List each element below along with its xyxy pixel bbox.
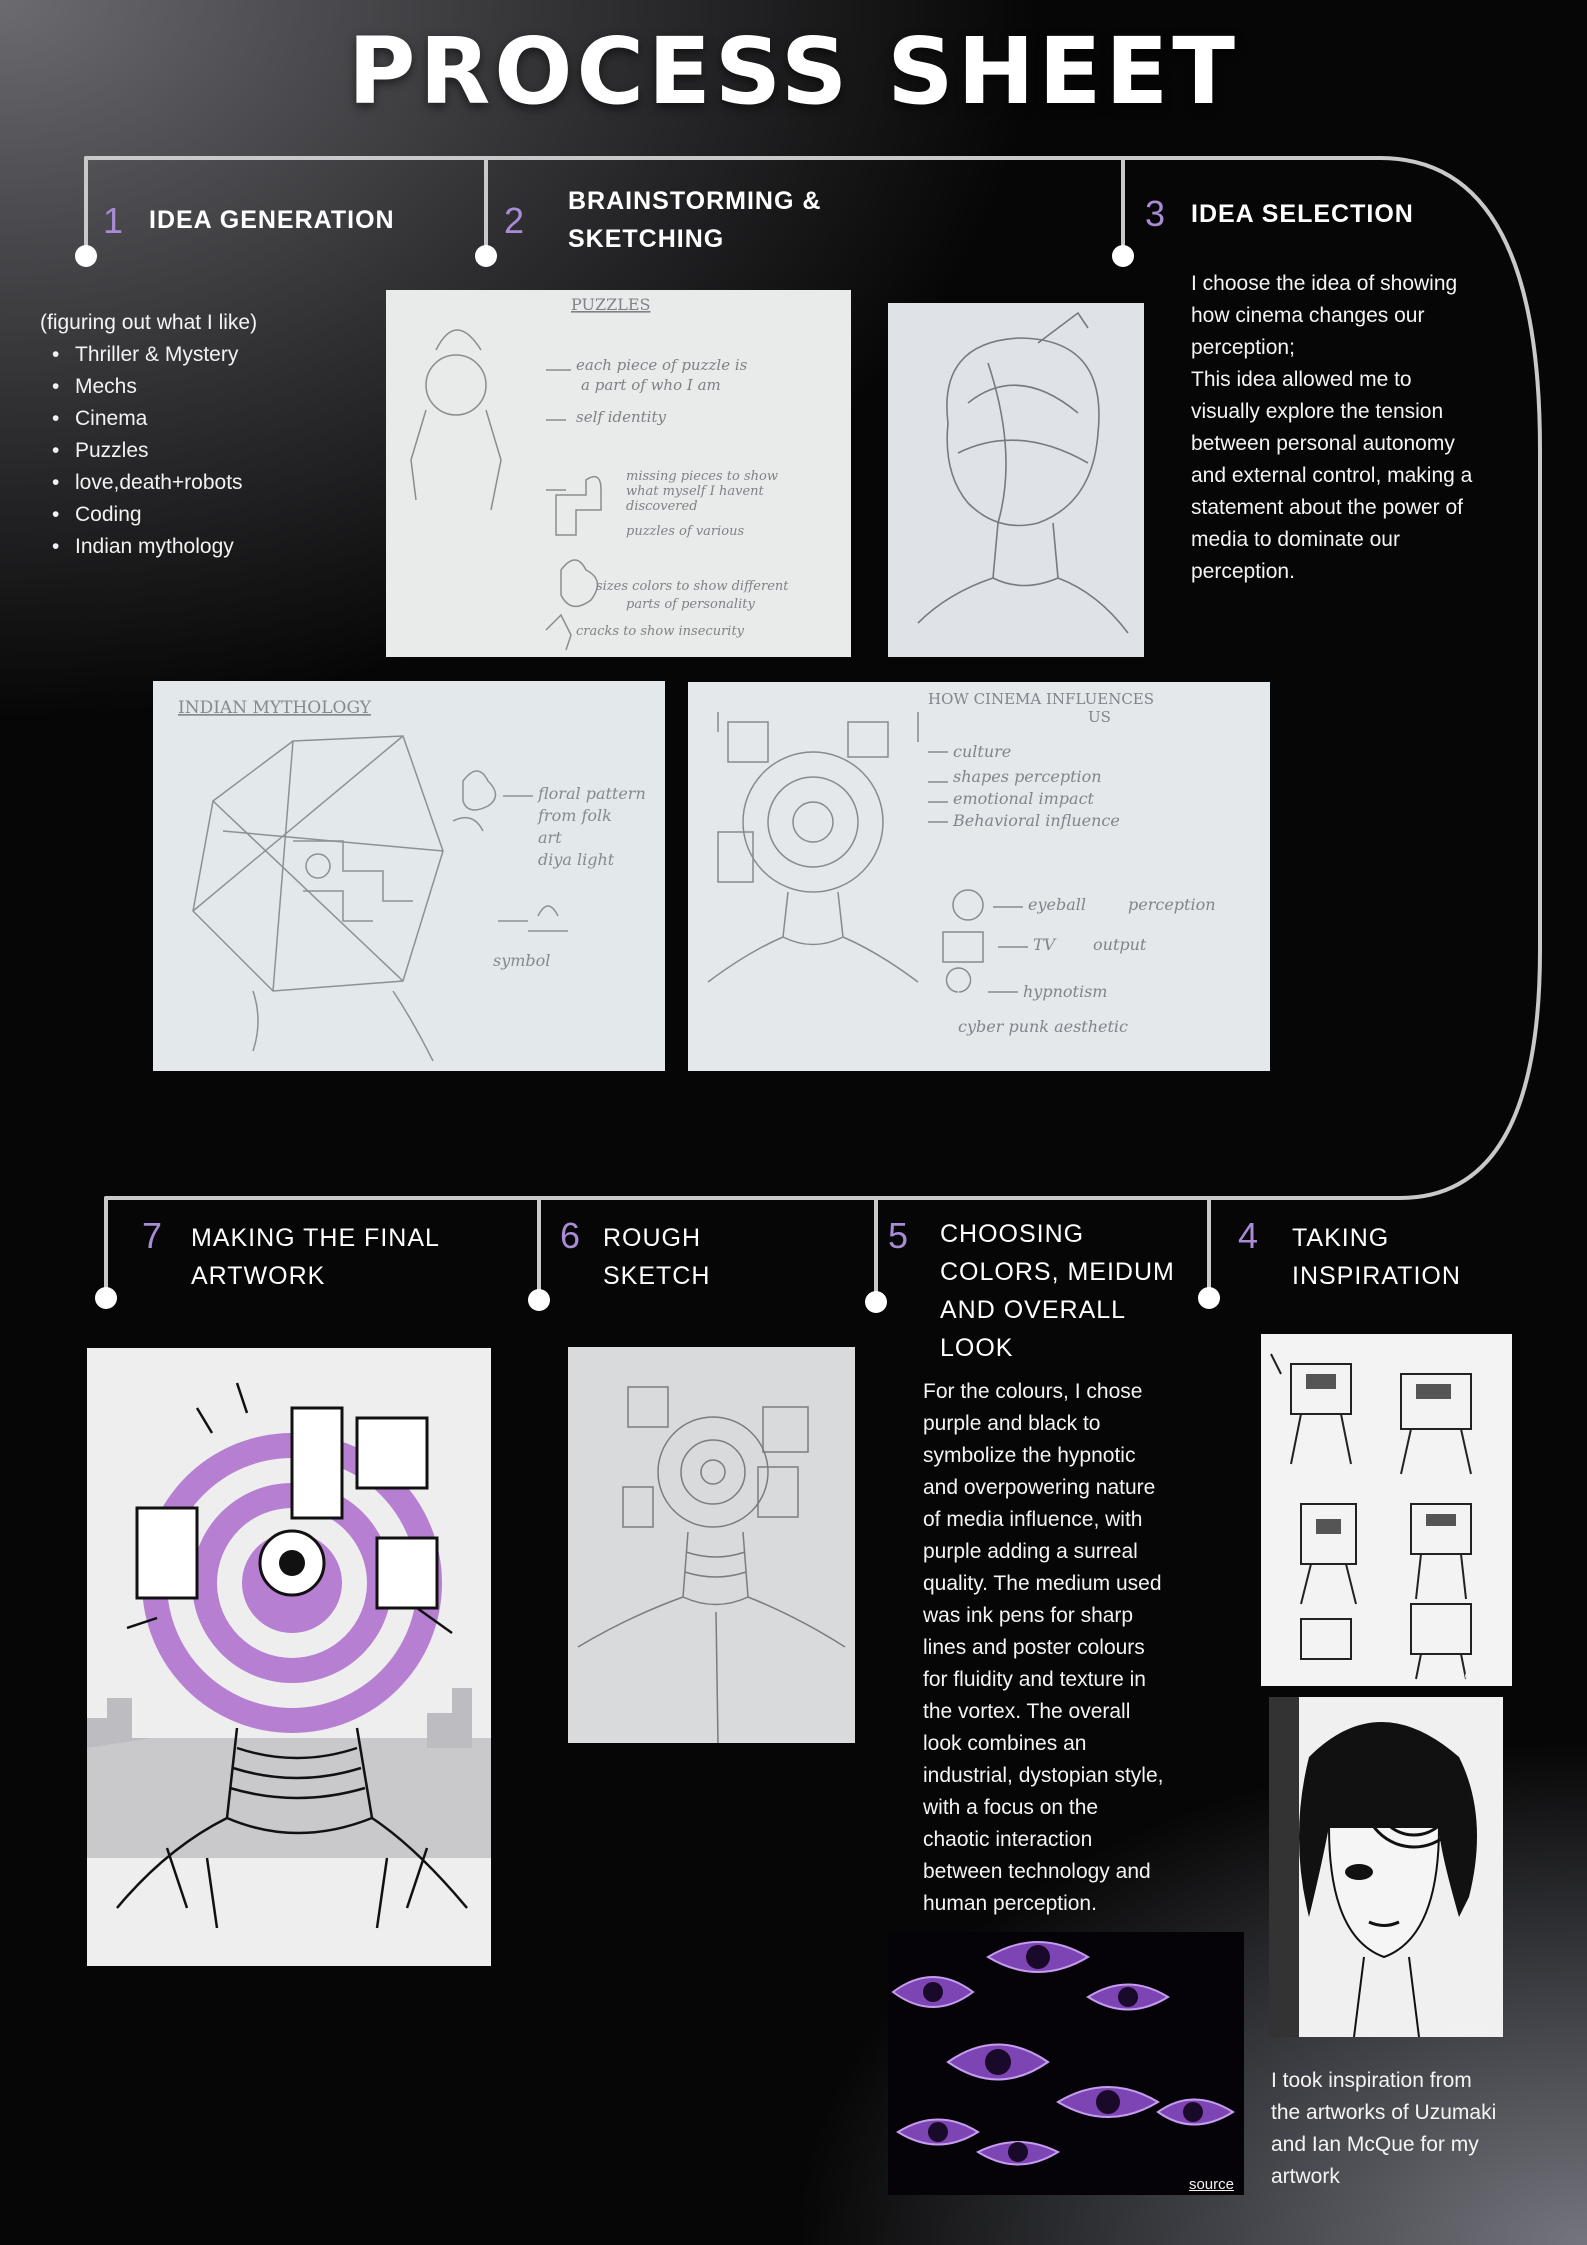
step-5-dot <box>865 1291 887 1313</box>
colors-text: For the colours, I chose purple and black to symbolize the hypnotic and overpowering nature of media influence, with purple adding a surreal quality. The medium used was ink pens for sharp lines and poster colours for fluidity and texture in the vortex. The overall look combines an industrial, dystopian style, with a focus on the chaotic interaction between technology and human perception. <box>923 1380 1164 1915</box>
step-1-number: 1 <box>103 200 124 241</box>
svg-text:shapes perception: shapes perception <box>953 767 1102 786</box>
svg-text:Behavioral influence: Behavioral influence <box>953 811 1120 830</box>
svg-text:what myself I havent: what myself I havent <box>626 484 764 499</box>
svg-text:a part of who I am: a part of who I am <box>581 376 721 394</box>
list-item: • Cinema <box>40 403 243 435</box>
inspiration-text: I took inspiration from the artworks of Uzumaki and Ian McQue for my artwork <box>1271 2069 1497 2188</box>
mech-inspiration-image <box>1261 1334 1512 1686</box>
step-4-dot <box>1198 1287 1220 1309</box>
idea-generation-intro: (figuring out what I like) <box>40 311 258 334</box>
list-item: • Coding <box>40 499 243 531</box>
step-4-heading: TAKING INSPIRATION <box>1292 1224 1461 1290</box>
svg-text:PUZZLES: PUZZLES <box>571 295 651 314</box>
svg-text:floral pattern: floral pattern <box>538 784 646 803</box>
step-7-dot <box>95 1287 117 1309</box>
step-1-heading: IDEA GENERATION <box>149 206 395 234</box>
cinema-sketch <box>688 682 1270 1071</box>
step-6-heading: ROUGH SKETCH <box>603 1224 711 1290</box>
idea-selection-sketch <box>888 303 1144 657</box>
idea-generation-list <box>40 339 243 563</box>
svg-text:from folk: from folk <box>538 806 612 825</box>
svg-text:each piece of puzzle is: each piece of puzzle is <box>576 356 748 374</box>
rough-sketch-image <box>568 1347 855 1743</box>
svg-text:emotional impact: emotional impact <box>953 789 1094 808</box>
step-5-heading: CHOOSING COLORS, MEIDUM AND OVERALL LOOK <box>940 1220 1175 1362</box>
list-item: • Mechs <box>40 371 243 403</box>
step-3-heading: IDEA SELECTION <box>1191 200 1414 228</box>
source-link[interactable]: source <box>1447 2018 1493 2035</box>
svg-text:output: output <box>1093 935 1147 954</box>
svg-text:TV: TV <box>1033 935 1056 954</box>
svg-text:symbol: symbol <box>493 951 551 970</box>
svg-text:cyber punk aesthetic: cyber punk aesthetic <box>958 1017 1129 1036</box>
uzumaki-inspiration-image <box>1269 1697 1503 2037</box>
svg-text:eyeball: eyeball <box>1028 895 1086 914</box>
source-link[interactable]: source <box>1456 1667 1502 1684</box>
step-7-heading: MAKING THE FINAL ARTWORK <box>191 1224 440 1290</box>
puzzles-sketch <box>386 290 851 657</box>
svg-text:puzzles of various: puzzles of various <box>626 524 745 539</box>
step-3-number: 3 <box>1145 193 1166 234</box>
svg-text:cracks to show insecurity: cracks to show insecurity <box>576 624 745 639</box>
mythology-sketch <box>153 681 665 1071</box>
step-6-dot <box>528 1289 550 1311</box>
svg-text:hypnotism: hypnotism <box>1023 982 1108 1001</box>
svg-text:discovered: discovered <box>626 499 698 514</box>
step-5-number: 5 <box>888 1215 909 1256</box>
svg-text:missing pieces to show: missing pieces to show <box>626 469 778 484</box>
step-6-number: 6 <box>560 1215 581 1256</box>
step-4-number: 4 <box>1238 1215 1259 1256</box>
svg-text:sizes colors to show different: sizes colors to show different <box>596 579 789 594</box>
svg-text:HOW CINEMA INFLUENCES: HOW CINEMA INFLUENCES <box>928 690 1155 708</box>
svg-text:perception: perception <box>1128 895 1216 914</box>
svg-text:culture: culture <box>953 742 1012 761</box>
list-item: • Indian mythology <box>40 531 243 563</box>
svg-text:parts of personality: parts of personality <box>626 597 755 612</box>
svg-text:US: US <box>1088 708 1111 726</box>
final-artwork-image <box>87 1348 491 1966</box>
svg-text:INDIAN MYTHOLOGY: INDIAN MYTHOLOGY <box>178 698 371 718</box>
source-link[interactable]: source <box>1188 2176 1234 2193</box>
eyes-inspiration-image <box>888 1932 1244 2195</box>
page-title: PROCESS SHEET <box>348 18 1239 125</box>
idea-selection-text: I choose the idea of showing how cinema changes our perception; This idea allowed me to visually explore the tension between personal autonomy and external control, making a statement about the power of media to dominate our perception. <box>1191 272 1473 583</box>
svg-text:diya light: diya light <box>538 850 615 869</box>
svg-text:art: art <box>538 828 562 847</box>
step-7-number: 7 <box>142 1215 163 1256</box>
step-3-dot <box>1112 245 1134 267</box>
list-item: • Thriller & Mystery <box>40 339 243 371</box>
list-item: • love,death+robots <box>40 467 243 499</box>
list-item: • Puzzles <box>40 435 243 467</box>
step-1-dot <box>75 245 97 267</box>
step-2-heading: BRAINSTORMING & SKETCHING <box>568 187 822 253</box>
svg-text:self identity: self identity <box>576 408 666 426</box>
step-2-number: 2 <box>504 200 525 241</box>
step-2-dot <box>475 245 497 267</box>
